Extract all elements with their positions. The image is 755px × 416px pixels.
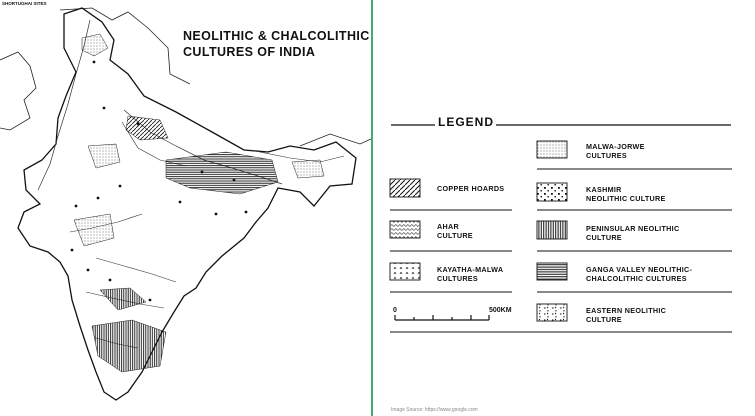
legend-label-line: MALWA-JORWE <box>586 142 645 151</box>
northern-border <box>60 8 190 84</box>
legend-label-line: CULTURE <box>437 231 473 240</box>
legend-item-eastern <box>586 306 666 324</box>
legend-item-kashmir <box>586 185 666 203</box>
legend-label-line: GANGA VALLEY NEOLITHIC- <box>586 265 693 274</box>
legend-graphics <box>375 0 755 416</box>
swatch-ahar <box>390 221 420 238</box>
legend-label-line: NEOLITHIC CULTURE <box>586 194 666 203</box>
legend-item-kayatha-malwa <box>437 265 503 283</box>
map-panel <box>0 0 373 416</box>
legend-label-line: PENINSULAR NEOLITHIC <box>586 224 680 233</box>
scale-end-label: 500KM <box>489 307 512 314</box>
scale-bar <box>395 315 489 320</box>
legend-label-line: CULTURE <box>586 233 622 242</box>
ganga-valley-area <box>166 152 278 194</box>
legend-label-line: CULTURE <box>586 315 622 324</box>
swatch-malwa-jorwe <box>537 141 567 158</box>
legend-item-copper-hoards <box>437 184 504 193</box>
scale-start-label: 0 <box>393 307 397 314</box>
legend-label-line: KAYATHA-MALWA <box>437 265 504 274</box>
ahar-area <box>88 144 120 168</box>
legend-label-line: EASTERN NEOLITHIC <box>586 306 667 315</box>
legend-panel <box>375 0 755 416</box>
india-map <box>0 0 373 416</box>
swatch-kayatha-malwa <box>390 263 420 280</box>
legend-label-line: COPPER HOARDS <box>437 184 505 193</box>
legend-label-line: AHAR <box>437 222 459 231</box>
map-title <box>183 28 370 60</box>
swatch-peninsular <box>537 221 567 239</box>
map-title-line-2: CULTURES OF INDIA <box>183 45 316 59</box>
legend-label-line: CULTURES <box>437 274 478 283</box>
godavari-river <box>96 258 176 282</box>
swatch-eastern <box>537 304 567 321</box>
legend-item-ganga-valley <box>586 265 692 283</box>
peninsular-area <box>92 320 166 372</box>
kashmir-area <box>82 34 108 56</box>
legend-label-line: CHALCOLITHIC CULTURES <box>586 274 687 283</box>
image-caption: Image Source: https://www.google.com <box>391 407 478 413</box>
swatch-copper-hoards <box>390 179 420 197</box>
corner-label: SHORTUGHAI SITES <box>2 1 47 6</box>
legend-label-line: CULTURES <box>586 151 627 160</box>
legend-item-ahar <box>437 222 473 240</box>
legend-item-peninsular <box>586 224 679 242</box>
india-outline <box>18 8 356 400</box>
legend-heading: LEGEND <box>438 115 495 129</box>
legend-label-line: KASHMIR <box>586 185 622 194</box>
copper-hoards-area <box>126 116 168 140</box>
eastern-border <box>300 134 373 146</box>
eastern-area <box>292 160 324 178</box>
malwa-area <box>74 214 114 246</box>
western-border <box>0 52 36 130</box>
swatch-kashmir <box>537 183 567 201</box>
legend-item-malwa-jorwe <box>586 142 645 160</box>
map-title-line-1: NEOLITHIC & CHALCOLITHIC <box>183 29 370 43</box>
swatch-ganga-valley <box>537 263 567 280</box>
peninsular-area-2 <box>100 288 146 310</box>
